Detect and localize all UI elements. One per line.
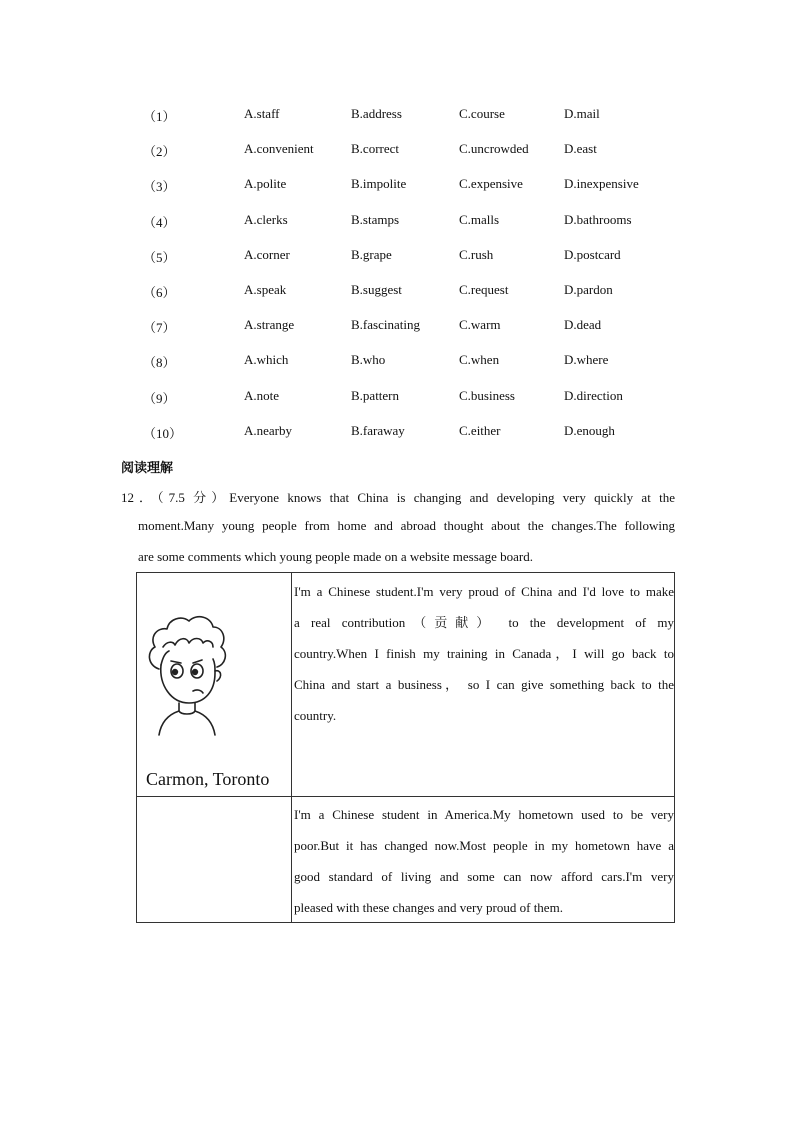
option-d: D.dead xyxy=(564,317,602,333)
option-row xyxy=(0,131,794,166)
comment-1-line: a real contribution（贡献） to the development of my xyxy=(294,615,674,630)
comment-1-line: China and start a business， so I can give something back to the xyxy=(294,677,674,692)
option-number: （8） xyxy=(143,355,176,371)
option-c: C.business xyxy=(459,387,515,403)
option-d: D.east xyxy=(564,141,597,157)
option-a: A.strange xyxy=(244,317,295,333)
option-row xyxy=(0,342,794,377)
comment-2-line: good standard of living and some can now afford cars.I'm very xyxy=(294,869,674,884)
option-row xyxy=(0,378,794,413)
comment-2-line: poor.But it has changed now.Most people in my hometown have a xyxy=(294,838,674,853)
option-number: （1） xyxy=(143,109,176,124)
option-row xyxy=(0,272,794,307)
comment-2-line: I'm a Chinese student in America.My hometown used to be very xyxy=(294,807,674,822)
option-d: D.mail xyxy=(564,106,600,121)
option-d: D.where xyxy=(564,352,609,368)
comment-1-line: country. xyxy=(294,708,337,723)
question-line-3: are some comments which young people made on a website message board. xyxy=(138,549,533,564)
option-a: A.convenient xyxy=(244,141,314,157)
option-a: A.staff xyxy=(244,106,280,121)
option-d: D.pardon xyxy=(564,281,613,297)
option-a: A.speak xyxy=(244,281,287,297)
option-b: B.who xyxy=(351,352,386,368)
comment-2-line: pleased with these changes and very proud of them. xyxy=(294,900,563,915)
option-c: C.rush xyxy=(459,246,494,262)
option-a: A.note xyxy=(244,387,280,403)
option-c: C.uncrowded xyxy=(459,141,529,157)
option-d: D.postcard xyxy=(564,246,621,262)
option-b: B.grape xyxy=(351,246,392,262)
option-number: （9） xyxy=(143,390,176,406)
option-row xyxy=(0,237,794,272)
comment-1 xyxy=(294,576,674,731)
option-b: B.address xyxy=(351,106,402,121)
avatar-caption: Carmon, Toronto xyxy=(146,769,270,789)
table-divider-horizontal xyxy=(137,796,674,797)
option-b: B.stamps xyxy=(351,211,400,227)
comment-1-line: country.When I finish my training in Canada，I will go back to xyxy=(294,646,674,661)
option-a: A.corner xyxy=(244,246,290,262)
option-number: （7） xyxy=(143,320,176,336)
option-d: D.direction xyxy=(564,387,623,403)
comments-table xyxy=(136,572,675,923)
option-row xyxy=(0,307,794,342)
table-divider-vertical xyxy=(291,573,292,922)
option-number: （5） xyxy=(143,249,176,265)
option-c: C.malls xyxy=(459,211,500,227)
section-title: 阅读理解 xyxy=(121,461,174,476)
option-c: C.either xyxy=(459,422,501,438)
option-number: （6） xyxy=(143,284,176,300)
option-number: （10） xyxy=(143,425,183,441)
option-d: D.bathrooms xyxy=(564,211,632,227)
option-d: D.inexpensive xyxy=(564,176,639,192)
option-row xyxy=(0,202,794,237)
option-number: （4） xyxy=(143,214,176,230)
option-c: C.expensive xyxy=(459,176,523,192)
option-b: B.faraway xyxy=(351,422,405,438)
option-b: B.pattern xyxy=(351,387,400,403)
option-c: C.course xyxy=(459,106,505,121)
option-a: A.nearby xyxy=(244,422,293,438)
option-c: C.request xyxy=(459,281,509,297)
option-b: B.suggest xyxy=(351,281,402,297)
option-b: B.impolite xyxy=(351,176,407,192)
option-a: A.polite xyxy=(244,176,287,192)
question-line-1: 12．（7.5 分）Everyone knows that China is changing and developing very quickly at the xyxy=(121,490,675,505)
option-b: B.correct xyxy=(351,141,400,157)
question-line-2: moment.Many young people from home and abroad thought about the changes.The following xyxy=(138,518,675,533)
options-list xyxy=(0,96,794,448)
option-number: （3） xyxy=(143,179,176,195)
comment-1-line: I'm a Chinese student.I'm very proud of China and I'd love to make xyxy=(294,584,674,599)
option-row xyxy=(0,413,794,448)
option-c: C.when xyxy=(459,352,500,368)
option-b: B.fascinating xyxy=(351,317,420,333)
option-row xyxy=(0,166,794,201)
option-number: （2） xyxy=(143,144,176,160)
option-c: C.warm xyxy=(459,317,501,333)
option-d: D.enough xyxy=(564,422,615,438)
option-row xyxy=(0,96,794,131)
comment-2 xyxy=(294,799,674,923)
option-a: A.clerks xyxy=(244,211,288,227)
option-a: A.which xyxy=(244,352,289,368)
cartoon-boy-avatar-icon xyxy=(141,607,231,737)
